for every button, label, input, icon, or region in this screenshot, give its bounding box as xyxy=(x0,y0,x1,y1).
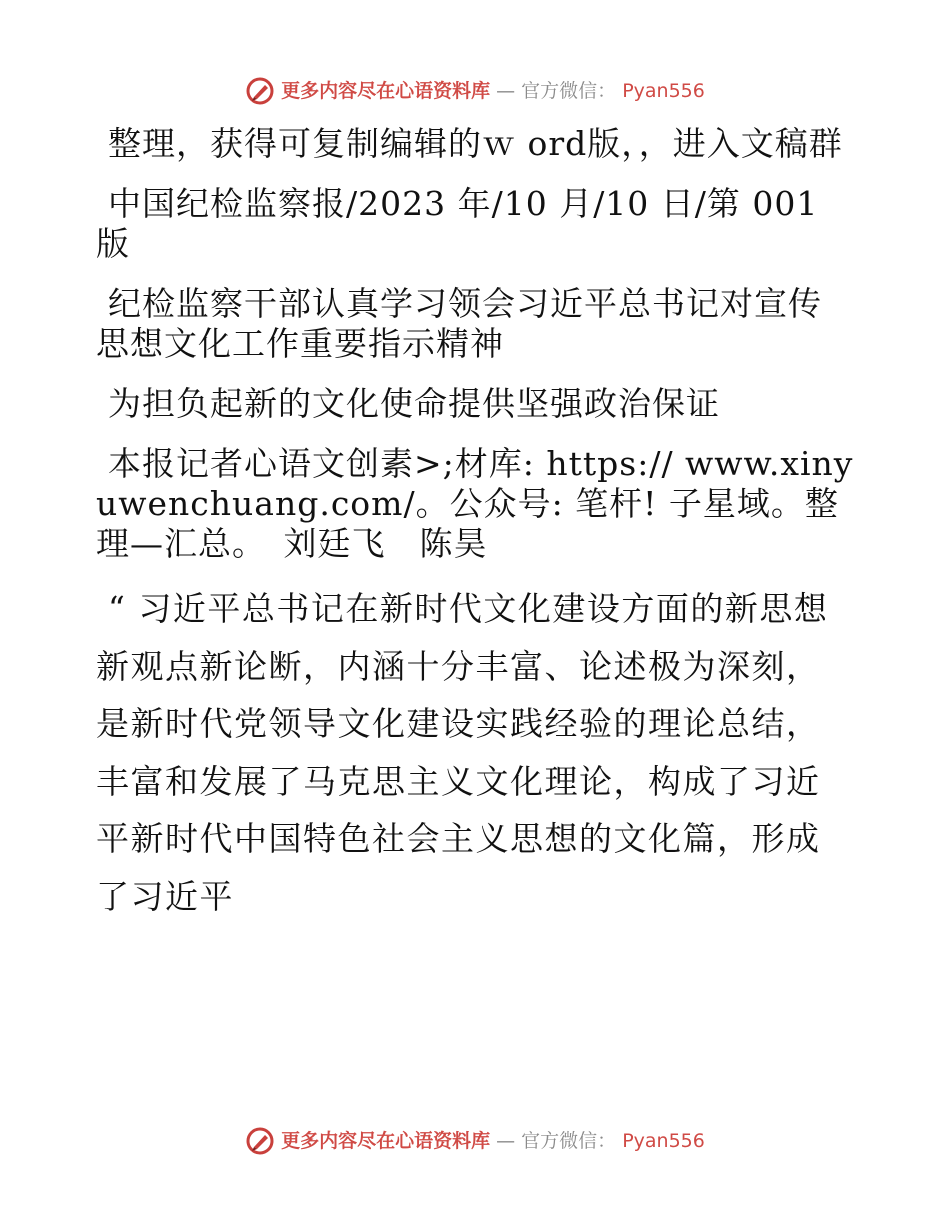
headline-title: 为担负起新的文化使命提供坚强政治保证 xyxy=(108,384,720,423)
watermark-dash: — xyxy=(496,80,516,102)
watermark-main-text: 更多内容尽在心语资料库 xyxy=(281,1130,491,1152)
byline: 本报记者心语文创素>;材库: https:// www.xinyuwenchuang.com/。公众号: 笔杆! 子星域。整理—汇总。 刘廷飞 陈昊 xyxy=(96,444,854,563)
headline-kicker: 纪检监察干部认真学习领会习近平总书记对宣传思想文化工作重要指示精神 xyxy=(96,284,822,363)
body-paragraph: “ 习近平总书记在新时代文化建设方面的新思想新观点新论断，内涵十分丰富、论述极为深刻，是新时代党领导文化建设实践经验的理论总结，丰富和发展了马克思主义文化理论，构成了习近平新时代中国特色社会主义思想的文化篇，形成了习近平 xyxy=(96,589,829,916)
watermark-label: 官方微信： xyxy=(521,80,617,102)
header-watermark xyxy=(0,76,950,106)
pen-circle-logo-icon xyxy=(245,1126,275,1156)
intro-paragraph: 整理，获得可复制编辑的ｗ ord版，，进入文稿群 xyxy=(108,124,843,163)
source-line: 中国纪检监察报/2023 年/10 月/10 日/第 001 版 xyxy=(96,184,819,263)
watermark-id: Pyan556 xyxy=(622,80,705,102)
footer-watermark xyxy=(0,1126,950,1156)
watermark-dash: — xyxy=(496,1130,516,1152)
watermark-label: 官方微信： xyxy=(521,1130,617,1152)
watermark-main-text: 更多内容尽在心语资料库 xyxy=(281,80,491,102)
pen-circle-logo-icon xyxy=(245,76,275,106)
document-body xyxy=(96,124,854,945)
watermark-id: Pyan556 xyxy=(622,1130,705,1152)
